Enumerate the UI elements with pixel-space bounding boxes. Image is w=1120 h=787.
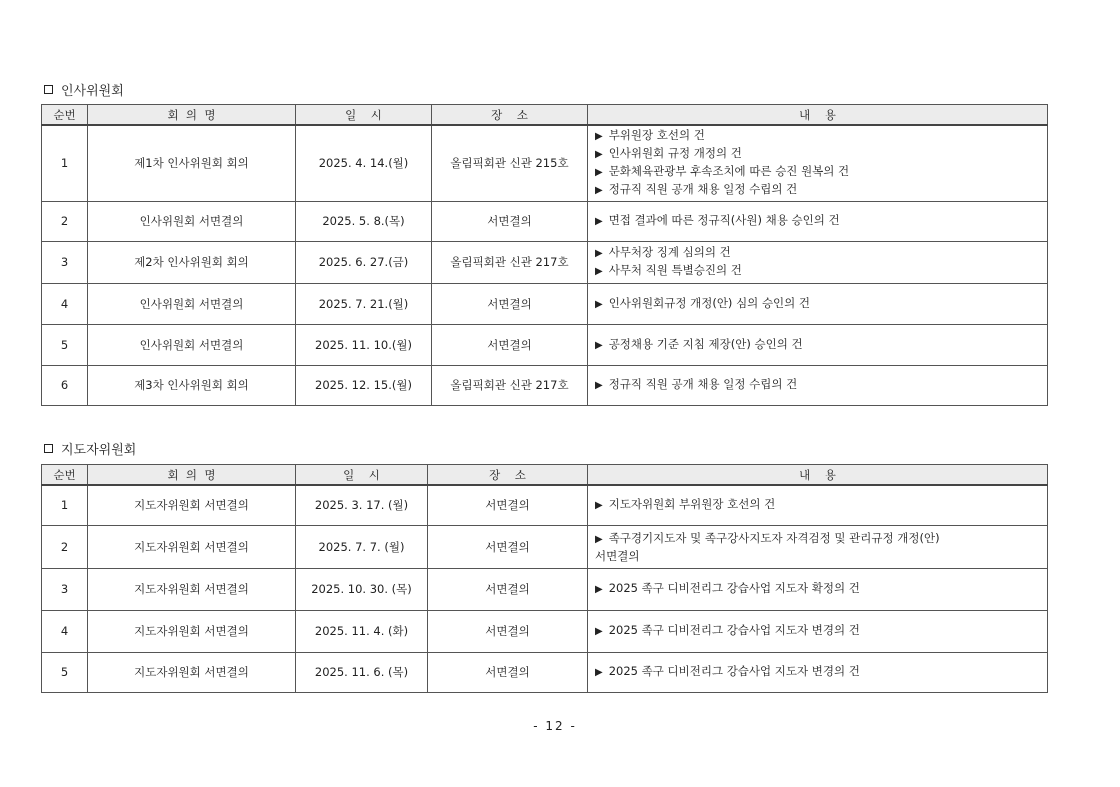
content-text: 2025 족구 디비전리그 강습사업 지도자 확정의 건 [608,581,860,595]
cell-place: 서면결의 [432,283,588,324]
table-row [42,283,1048,324]
triangle-bullet-icon: ▶ [595,298,603,310]
content-text: 인사위원회 규정 개정의 건 [608,146,742,161]
cell-content [588,365,1048,405]
table-row [42,125,1048,201]
cell-place: 서면결의 [428,525,588,568]
table-row [42,241,1048,283]
table-row [42,485,1048,525]
header-meeting: 회 의 명 [88,105,296,126]
cell-date: 2025. 11. 4. (화) [296,610,428,652]
cell-date: 2025. 3. 17. (월) [296,485,428,525]
cell-meeting: 인사위원회 서면결의 [88,201,296,241]
triangle-bullet-icon: ▶ [595,167,603,179]
section-title-text: 지도자위원회 [61,443,137,458]
cell-no: 1 [42,125,88,201]
triangle-bullet-icon: ▶ [595,248,603,259]
table-header-row [42,105,1048,126]
content-line [595,580,1041,598]
content-line [595,145,1041,163]
content-line [595,295,1041,313]
header-no: 순번 [42,105,88,126]
content-line [595,262,1041,280]
table-row [42,324,1048,365]
cell-content [588,241,1048,283]
content-text: 공정채용 기준 지침 제장(안) 승인의 건 [608,336,803,351]
cell-no: 5 [42,324,88,365]
content-line [595,622,1041,640]
content-line [595,244,1041,262]
cell-content [588,610,1048,652]
cell-content [588,283,1048,324]
triangle-bullet-icon: ▶ [595,339,603,351]
table-row [42,365,1048,405]
triangle-bullet-icon: ▶ [595,500,603,512]
header-date: 일 시 [296,465,428,486]
cell-date: 2025. 7. 7. (월) [296,525,428,568]
cell-date: 2025. 12. 15.(월) [296,365,432,405]
coach-committee-table [41,464,1048,693]
content-text: 부위원장 호선의 건 [608,128,705,143]
triangle-bullet-icon: ▶ [595,131,603,143]
cell-date: 2025. 6. 27.(금) [296,241,432,283]
cell-date: 2025. 7. 21.(월) [296,283,432,324]
cell-place: 서면결의 [428,485,588,525]
cell-no: 2 [42,201,88,241]
cell-meeting: 지도자위원회 서면결의 [88,568,296,610]
cell-meeting: 지도자위원회 서면결의 [88,610,296,652]
cell-meeting: 지도자위원회 서면결의 [88,652,296,692]
content-line [595,336,1041,354]
content-line [595,181,1041,199]
content-text: 정규직 직원 공개 채용 일정 수립의 건 [608,182,798,197]
triangle-bullet-icon: ▶ [595,149,603,161]
content-text: 사무처장 징계 심의의 건 [608,245,731,259]
triangle-bullet-icon: ▶ [595,380,603,391]
cell-date: 2025. 5. 8.(목) [296,201,432,241]
content-text: 인사위원회규정 개정(안) 심의 승인의 건 [608,295,811,310]
cell-meeting: 지도자위원회 서면결의 [88,525,296,568]
personnel-committee-table [41,104,1048,406]
table-row [42,525,1048,568]
triangle-bullet-icon: ▶ [595,266,603,277]
section-title-coach [44,439,136,458]
content-text: 족구경기지도자 및 족구강사지도자 자격검정 및 관리규정 개정(안) [608,530,940,545]
triangle-bullet-icon: ▶ [595,667,603,678]
triangle-bullet-icon: ▶ [595,216,603,227]
cell-no: 2 [42,525,88,568]
cell-content [588,485,1048,525]
triangle-bullet-icon: ▶ [595,185,603,197]
cell-meeting: 제1차 인사위원회 회의 [88,125,296,201]
cell-place: 서면결의 [432,201,588,241]
cell-no: 6 [42,365,88,405]
cell-place: 올림픽회관 신관 215호 [432,125,588,201]
cell-no: 5 [42,652,88,692]
section-title-text: 인사위원회 [61,84,124,99]
content-line [595,530,1041,548]
cell-meeting: 인사위원회 서면결의 [88,283,296,324]
cell-content [588,652,1048,692]
content-line [595,663,1041,681]
header-content: 내 용 [588,465,1048,486]
cell-no: 4 [42,610,88,652]
cell-meeting: 제3차 인사위원회 회의 [88,365,296,405]
cell-meeting: 지도자위원회 서면결의 [88,485,296,525]
content-line [595,496,1041,514]
content-text: 2025 족구 디비전리그 강습사업 지도자 변경의 건 [608,623,860,637]
section-title-personnel [44,80,124,99]
header-place: 장 소 [432,105,588,126]
cell-place: 올림픽회관 신관 217호 [432,241,588,283]
table-row [42,201,1048,241]
header-no: 순번 [42,465,88,486]
content-line [595,212,1041,230]
cell-no: 3 [42,568,88,610]
table-row [42,652,1048,692]
cell-date: 2025. 11. 6. (목) [296,652,428,692]
cell-meeting: 제2차 인사위원회 회의 [88,241,296,283]
cell-no: 4 [42,283,88,324]
header-content: 내 용 [588,105,1048,126]
content-text: 문화체육관광부 후속조치에 따른 승진 원복의 건 [608,164,850,179]
content-text: 지도자위원회 부위원장 호선의 건 [608,497,776,512]
content-line [595,127,1041,145]
cell-date: 2025. 11. 10.(월) [296,324,432,365]
header-place: 장 소 [428,465,588,486]
checkbox-square-icon [44,444,53,453]
triangle-bullet-icon: ▶ [595,533,603,545]
cell-content [588,324,1048,365]
cell-place: 서면결의 [428,610,588,652]
cell-no: 3 [42,241,88,283]
content-text: 정규직 직원 공개 채용 일정 수립의 건 [608,377,798,391]
content-text: 면접 결과에 따른 정규직(사원) 채용 승인의 건 [608,213,840,227]
cell-place: 올림픽회관 신관 217호 [432,365,588,405]
header-date: 일 시 [296,105,432,126]
cell-content [588,201,1048,241]
checkbox-square-icon [44,85,53,94]
content-line-continued: 서면결의 [595,548,640,563]
cell-place: 서면결의 [432,324,588,365]
triangle-bullet-icon: ▶ [595,626,603,637]
cell-date: 2025. 10. 30. (목) [296,568,428,610]
cell-content [588,125,1048,201]
page-number: - 12 - [533,719,577,733]
cell-content [588,568,1048,610]
cell-content [588,525,1048,568]
cell-place: 서면결의 [428,652,588,692]
content-text: 사무처 직원 특별승진의 건 [608,263,742,277]
triangle-bullet-icon: ▶ [595,584,603,595]
cell-meeting: 인사위원회 서면결의 [88,324,296,365]
table-header-row [42,465,1048,486]
content-line [595,163,1041,181]
cell-date: 2025. 4. 14.(월) [296,125,432,201]
content-line [595,376,1041,394]
table-row [42,568,1048,610]
header-meeting: 회 의 명 [88,465,296,486]
cell-no: 1 [42,485,88,525]
content-text: 2025 족구 디비전리그 강습사업 지도자 변경의 건 [608,664,860,678]
table-row [42,610,1048,652]
cell-place: 서면결의 [428,568,588,610]
